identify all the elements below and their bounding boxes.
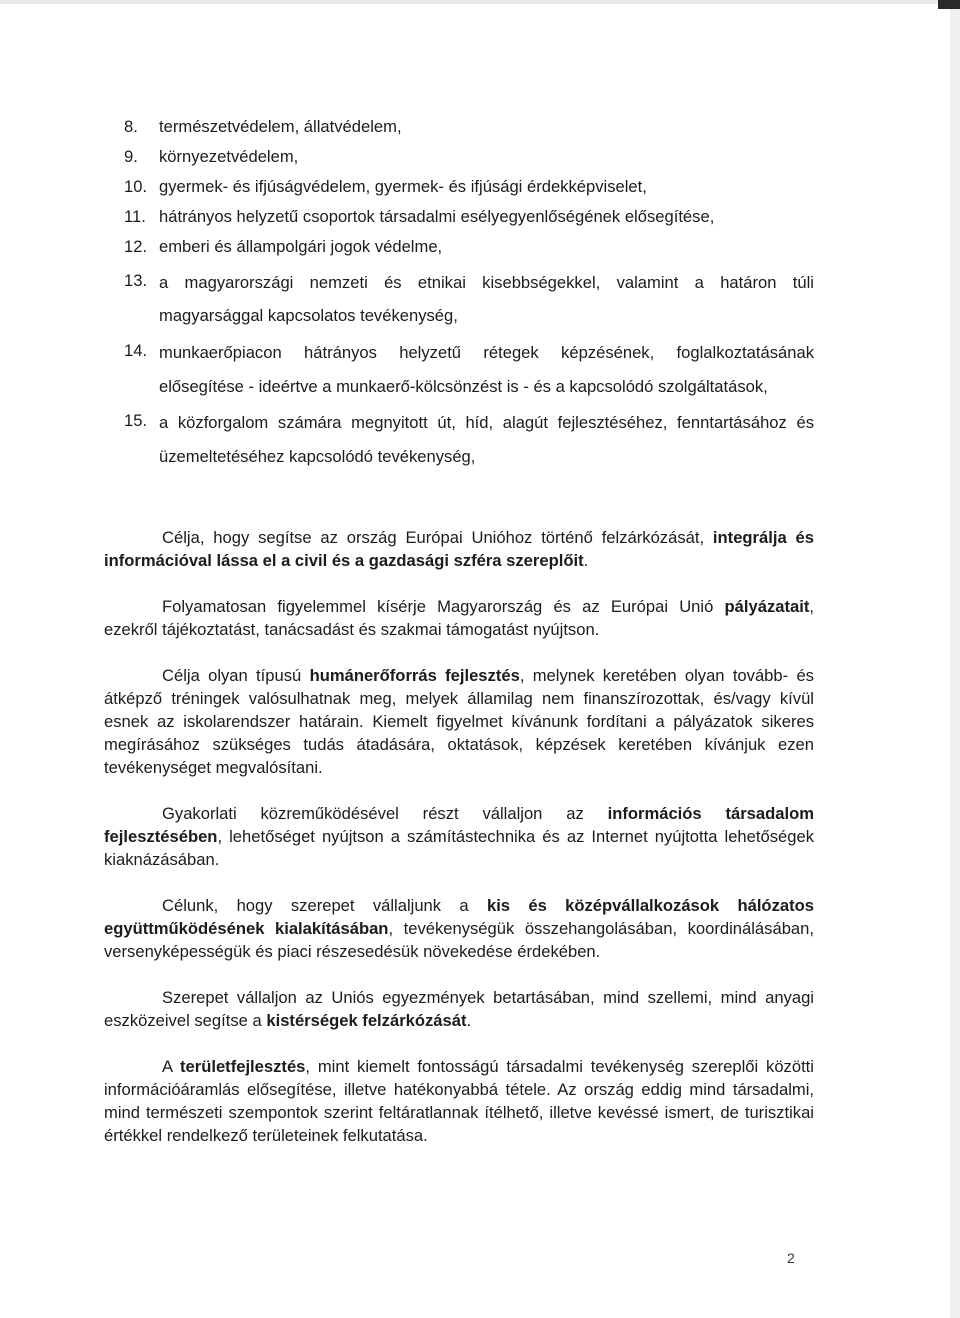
- list-number: 13.: [124, 271, 148, 290]
- scan-corner-mark: [938, 0, 960, 9]
- activity-list: [104, 112, 814, 474]
- document-page: [104, 112, 814, 1147]
- bold-phrase: humánerőforrás fejlesztés: [309, 666, 520, 685]
- list-item: [104, 202, 814, 232]
- list-item: [104, 232, 814, 262]
- page-number: 2: [787, 1250, 795, 1266]
- list-item: [104, 112, 814, 142]
- list-item: [104, 142, 814, 172]
- list-number: 11.: [124, 207, 146, 226]
- bold-phrase: területfejlesztés: [179, 1057, 306, 1076]
- paragraph-regional-development: A területfejlesztés, mint kiemelt fontosságú társadalmi tevékenység szereplői közötti információáramlás elősegítése, illetve hatékonyabbá tétele. Az ország eddig mind társadalmi, mind természeti szempontok szerint feltáratlannak ítélhető, illetve kevéssé ismert, de turisztikai értékkel rendelkező területeinek felkutatása.: [104, 1057, 814, 1145]
- scan-edge-right: [950, 0, 960, 1318]
- list-text: a közforgalom számára megnyitott út, híd, alagút fejlesztéséhez, fenntartásához és üzemeltetéséhez kapcsolódó tevékenység,: [159, 413, 814, 466]
- list-number: 12.: [124, 237, 148, 256]
- list-item: [104, 406, 814, 474]
- list-item: [104, 336, 814, 404]
- bold-phrase: kis és középvállalkozások hálózatos együttműködésének kialakításában: [104, 896, 814, 938]
- list-item: [104, 266, 814, 332]
- paragraph-human-resources: Célja olyan típusú humánerőforrás fejlesztés, melynek keretében olyan tovább- és átképző tréningek valósulhatnak meg, melyek államilag nem finanszírozottak, és/vagy kívül esnek az iskolarendszer határain. Kiemelt figyelmet kívánunk fordítani a pályázatok sikeres megírásához szükséges tudás átadására, oktatások, képzések keretében kívánjuk ezen tevékenységet megvalósítani.: [104, 666, 814, 777]
- paragraph-sme-network: Célunk, hogy szerepet vállaljunk a kis és középvállalkozások hálózatos együttműködésének kialakításában, tevékenységük összehangolásában, koordinálásában, versenyképességük és piaci részesedésük növekedése érdekében.: [104, 896, 814, 961]
- list-text: környezetvédelem,: [159, 147, 299, 166]
- list-text: gyermek- és ifjúságvédelem, gyermek- és ifjúsági érdekképviselet,: [159, 177, 647, 196]
- bold-phrase: információs társadalom fejlesztésében: [104, 804, 814, 846]
- list-number: 9.: [124, 147, 138, 166]
- paragraph-tenders: Folyamatosan figyelemmel kísérje Magyarország és az Európai Unió pályázatait, ezekről tájékoztatást, tanácsadást és szakmai támogatást nyújtson.: [104, 597, 814, 639]
- paragraph-information-society: Gyakorlati közreműködésével részt vállaljon az információs társadalom fejlesztésében, lehetőséget nyújtson a számítástechnika és az Internet nyújtotta lehetőségek kiaknázásában.: [104, 804, 814, 869]
- list-text: munkaerőpiacon hátrányos helyzetű rétegek képzésének, foglalkoztatásának elősegítése - ideértve a munkaerő-kölcsönzést is - és a kapcsolódó szolgáltatások,: [159, 343, 814, 396]
- paragraph-eu-agreements: Szerepet vállaljon az Uniós egyezmények betartásában, mind szellemi, mind anyagi eszközeivel segítse a kistérségek felzárkózását.: [104, 988, 814, 1030]
- list-number: 15.: [124, 411, 148, 430]
- list-text: a magyarországi nemzeti és etnikai kisebbségekkel, valamint a határon túli magyarsággal kapcsolatos tevékenység,: [159, 273, 814, 325]
- scan-edge-top: [0, 0, 960, 4]
- list-text: természetvédelem, állatvédelem,: [159, 117, 402, 136]
- bold-phrase: pályázatait: [724, 597, 810, 616]
- list-number: 14.: [124, 341, 148, 360]
- list-number: 8.: [124, 117, 138, 136]
- list-text: hátrányos helyzetű csoportok társadalmi esélyegyenlőségének elősegítése,: [159, 207, 715, 226]
- list-text: emberi és állampolgári jogok védelme,: [159, 237, 443, 256]
- paragraph-goal-eu: Célja, hogy segítse az ország Európai Unióhoz történő felzárkózását, integrálja és információval lássa el a civil és a gazdasági szféra szereplőit.: [104, 528, 814, 570]
- list-number: 10.: [124, 177, 148, 196]
- bold-phrase: kistérségek felzárkózását: [266, 1011, 467, 1030]
- bold-phrase: integrálja és információval lássa el a civil és a gazdasági szféra szereplőit: [104, 528, 814, 570]
- list-item: [104, 172, 814, 202]
